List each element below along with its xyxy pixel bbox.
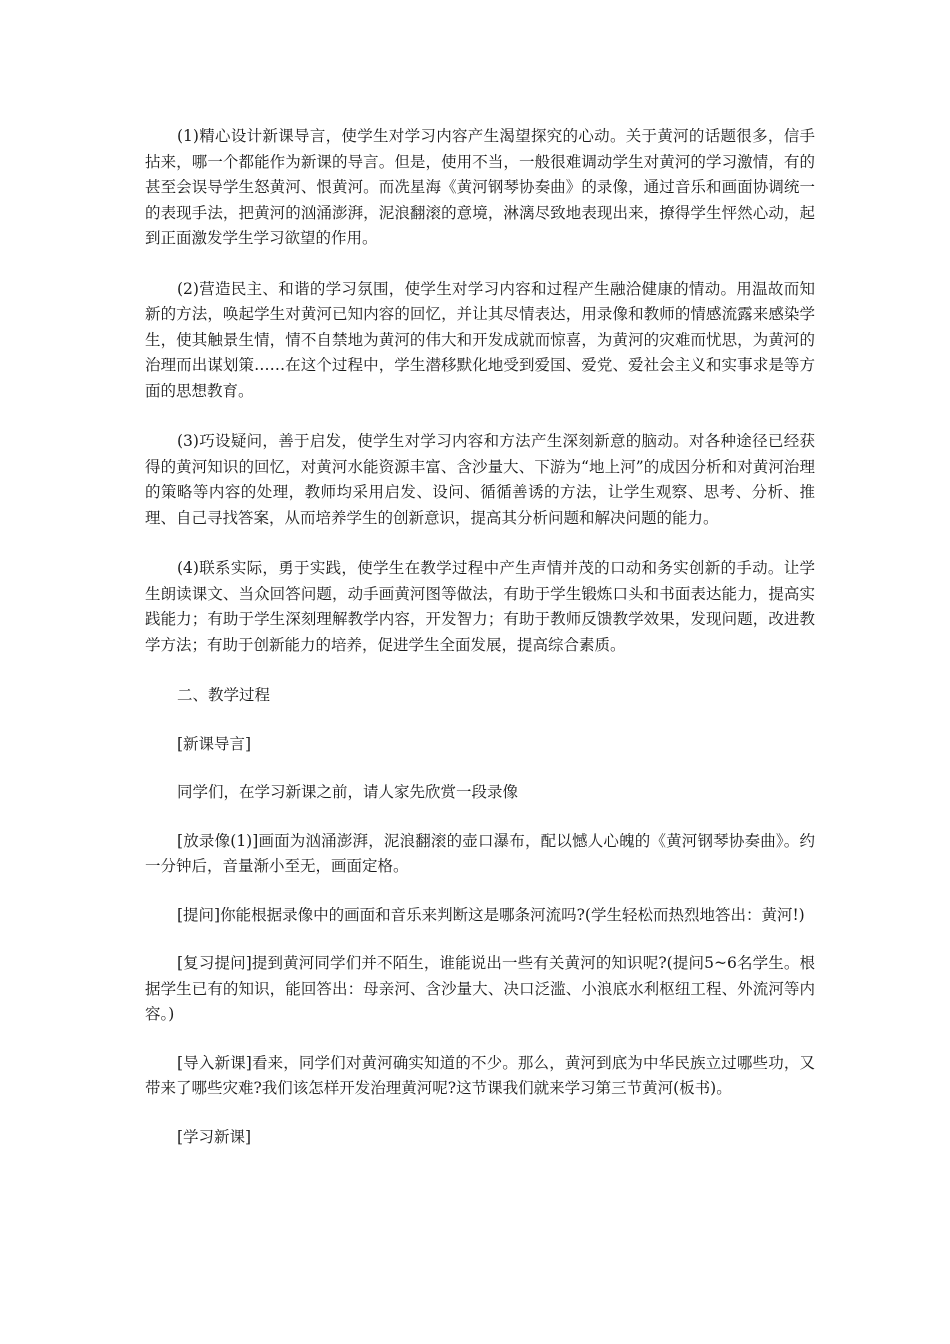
paragraph-watch-video: 同学们，在学习新课之前，请人家先欣赏一段录像 (177, 783, 519, 801)
paragraph-review-question: [复习提问]提到黄河同学们并不陌生，谁能说出一些有关黄河的知识呢?(提问5~6名学生。根据学生已有的知识，能回答出：母亲河、含沙量大、决口泛滥、小浪底水利枢纽工程、外流河等内容。) (145, 954, 815, 1023)
paragraph-practice: (4)联系实际，勇于实践，使学生在教学过程中产生声情并茂的口动和务实创新的手动。让学生朗读课文、当众回答问题，动手画黄河图等做法，有助于学生锻炼口头和书面表达能力，提高实践能力；有助于学生深刻理解教学内容，开发智力；有助于教师反馈教学效果，发现问题，改进教学方法；有助于创新能力的培养，促进学生全面发展，提高综合素质。 (145, 559, 815, 654)
paragraph-introduce-lesson: [导入新课]看来，同学们对黄河确实知道的不少。那么，黄河到底为中华民族立过哪些功，又带来了哪些灾难?我们该怎样开发治理黄河呢?这节课我们就来学习第三节黄河(板书)。 (145, 1053, 815, 1097)
paragraph-play-video: [放录像(1)]画面为汹涌澎湃，泥浪翻滚的壶口瀑布，配以憾人心魄的《黄河钢琴协奏曲》。约一分钟后，音量渐小至无，画面定格。 (145, 831, 815, 875)
subheading-learn-new-lesson: [学习新课] (177, 1127, 252, 1146)
section-heading-teaching-process: 二、教学过程 (177, 686, 271, 704)
document-page (145, 124, 815, 1173)
paragraph-atmosphere: (2)营造民主、和谐的学习氛围，使学生对学习内容和过程产生融洽健康的情动。用温故而知新的方法，唤起学生对黄河已知内容的回忆，并让其尽情表达，用录像和教师的情感流露来感染学生，使其触景生情，情不自禁地为黄河的伟大和开发成就而惊喜，为黄河的灾难而忧思，为黄河的治理而出谋划策……在这个过程中，学生潜移默化地受到爱国、爱党、爱社会主义和实事求是等方面的思想教育。 (145, 279, 815, 400)
subheading-new-lesson-intro: [新课导言] (177, 734, 252, 753)
paragraph-question: [提问]你能根据录像中的画面和音乐来判断这是哪条河流吗?(学生轻松而热烈地答出：黄河!) (177, 905, 805, 924)
paragraph-design-intro: (1)精心设计新课导言，使学生对学习内容产生渴望探究的心动。关于黄河的话题很多，信手拈来，哪一个都能作为新课的导言。但是，使用不当，一般很难调动学生对黄河的学习激情，有的甚至会误导学生怒黄河、恨黄河。而冼星海《黄河钢琴协奏曲》的录像，通过音乐和画面协调统一的表现手法，把黄河的汹涌澎湃，泥浪翻滚的意境，淋漓尽致地表现出来，撩得学生怦然心动，起到正面激发学生学习欲望的作用。 (145, 127, 815, 247)
paragraph-questioning: (3)巧设疑问，善于启发，使学生对学习内容和方法产生深刻新意的脑动。对各种途径已经获得的黄河知识的回忆，对黄河水能资源丰富、含沙量大、下游为“地上河”的成因分析和对黄河治理的策略等内容的处理，教师均采用启发、设问、循循善诱的方法，让学生观察、思考、分析、推理、自己寻找答案，从而培养学生的创新意识，提高其分析问题和解决问题的能力。 (145, 432, 815, 527)
